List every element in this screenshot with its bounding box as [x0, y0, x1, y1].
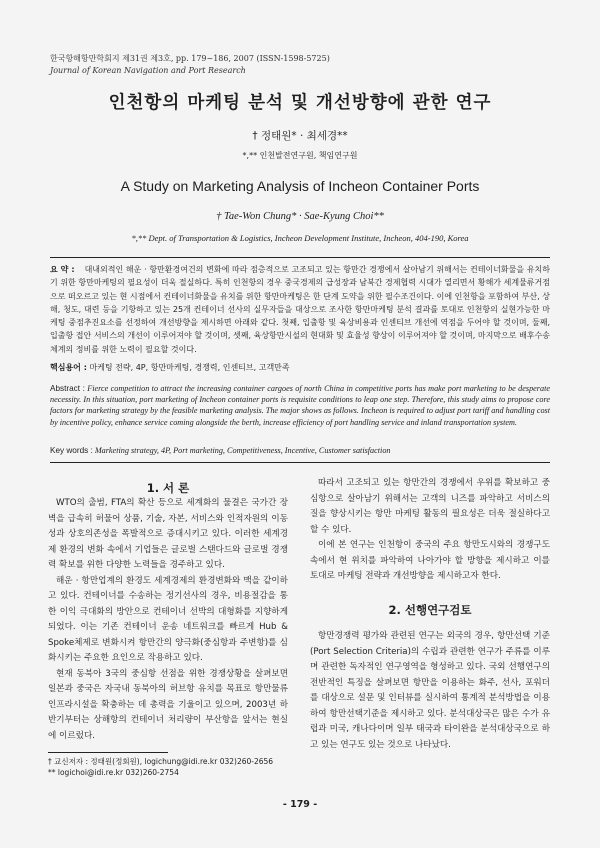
authors-en: † Tae-Won Chung* · Sae-Kyung Choi** — [216, 211, 384, 222]
paper-title-ko: 인천항의 마케팅 분석 및 개선방향에 관한 연구 — [108, 93, 492, 113]
paper-title-en: A Study on Marketing Analysis of Incheon Container Ports — [120, 178, 480, 194]
section-2-body — [310, 629, 550, 753]
abstract-en — [50, 383, 550, 428]
section-2-paragraph: 항만경쟁력 평가와 관련된 연구는 외국의 경우, 항만선택 기준(Port Selection Criteria)의 수립과 관련한 연구가 주류를 이루며 관련한 독자적인 연구영역을 형성하고 있다. 국외 선행연구의 전반적인 특징을 살펴보면 항만을 이용하는 화주, 선사, 포워더를 대상으로 설문 및 인터뷰를 실시하여 통계적 분석방법을 이용하여 항만선택기준을 제시하고 있다. 분석대상국은 많은 수가 유럽과 미국, 캐나다이며 일부 태국과 타이완을 분석대상국으로 하고 있는 연구도 있는 것으로 나타났다. — [310, 631, 550, 750]
affiliation-ko: *,** 인천발전연구원, 책임연구원 — [242, 151, 358, 160]
section-1-body — [48, 496, 288, 744]
section-1-paragraph: WTO의 출범, FTA의 확산 등으로 세계화의 물결은 국가간 장벽을 급속히 허물어 상품, 기술, 자본, 서비스와 인적자원의 이동성과 상호의존성을 폭발적으로 증대시키고 있다. 이러한 세계경제 환경의 변화 속에서 기업들은 글로벌 스탠다드와 글로벌 경쟁력 확보를 위한 다양한 노력들을 경주하고 있다. — [48, 498, 288, 570]
keywords-ko-text: 마케팅 전략, 4P, 항만마케팅, 경쟁력, 인센티브, 고객만족 — [89, 363, 290, 372]
keywords-en — [50, 446, 550, 455]
footnote-second-author: ** logichoi@idi.re.kr 032)260-2754 — [48, 768, 179, 777]
authors-ko: † 정태원* · 최세경** — [252, 130, 348, 142]
footnote-rule — [48, 752, 168, 753]
page-number: - 179 - — [282, 799, 318, 810]
right-column-paragraph: 따라서 고조되고 있는 항만간의 경쟁에서 우위를 확보하고 중심항으로 살아남기 위해서는 고객의 니즈를 파악하고 서비스의 질을 향상시키는 항만 마케팅 활동의 필요성은 더욱 절실하다고 할 수 있다. — [310, 478, 550, 535]
keywords-en-label: Key words : — [50, 446, 93, 455]
abstract-en-text: Fierce competition to attract the increasing container cargoes of north China in competitive ports has make port marketing to be desperate necessity. In this situation, port marketing of Incheon container ports is requisite conditions to leap one step. Therefore, this study aims to propose core factors for marketing strategy by the feasible marketing analysis. The major shows as follows. Incheon is required to adjust port tariff and handling cost by incentive policy, enhance service coming alongside the berth, increase efficiency of port handling service and inland transportation system. — [50, 384, 550, 427]
abstract-bottom-rule — [50, 462, 550, 463]
footnotes — [48, 756, 273, 778]
footnote-corresponding-author: † 교신저자 : 정태원(정회원), logichung@idi.re.kr 032)260-2656 — [48, 757, 274, 766]
right-column-paragraph: 이에 본 연구는 인천항이 중국의 주요 항만도시와의 경쟁구도 속에서 현 위치를 파악하여 나아가야 할 방향을 제시하고 이를 토대로 마케팅 전략과 개선방향을 제시하고자 한다. — [310, 540, 550, 581]
journal-name-en: Journal of Korean Navigation and Port Research — [50, 66, 246, 75]
abstract-ko — [50, 263, 550, 356]
keywords-ko-label: 핵심용어 : — [50, 363, 87, 372]
section-2-title: 2. 선행연구검토 — [388, 603, 472, 617]
right-column-intro — [310, 476, 550, 585]
top-rule — [50, 257, 550, 258]
journal-citation-ko: 한국항해항만학회지 제31권 제3호, pp. 179~186, 2007 (ISSN-1598-5725) — [50, 54, 330, 63]
affiliation-en: *,** Dept. of Transportation & Logistics, Incheon Development Institute, Incheon, 404-190, Korea — [131, 233, 469, 243]
section-1-title: 1. 서 론 — [146, 481, 190, 495]
keywords-en-text: Marketing strategy, 4P, Port marketing, Competitiveness, Incentive, Customer satisfaction — [94, 446, 391, 455]
abstract-en-label: Abstract : — [50, 384, 85, 393]
journal-header — [50, 53, 330, 77]
keywords-ko — [50, 362, 550, 373]
section-1-paragraph: 현재 동북아 3국의 중심항 선점을 위한 경쟁상황을 살펴보면 일본과 중국은 자국내 동북아의 허브항 유치를 목표로 항만물류 인프라시설을 확충하는 데 총력을 기울이고 있으며, 2003년 하반기부터는 상해항의 컨테이너 처리량이 부산항을 앞서는 현실에 이르렀다. — [48, 668, 288, 741]
section-1-paragraph: 해운 · 항만업계의 환경도 세계경제의 환경변화와 맥을 같이하고 있다. 컨테이너를 수송하는 정기선사의 경우, 비용절감을 통한 이익 극대화의 방안으로 컨테이너 선박의 대형화를 지향하게 되었다. 이는 기존 컨테이너 운송 네트워크를 빠르게 Hub & Spoke체제로 변화시켜 항만간의 양극화(중심항과 주변항)를 심화시키는 주요한 요인으로 작용하고 있다. — [48, 575, 288, 663]
abstract-ko-label: 요 약 : — [50, 265, 75, 274]
abstract-ko-text: 대내외적인 해운 · 항만환경여건의 변화에 따라 점층적으로 고조되고 있는 항만간 경쟁에서 살아남기 위해서는 컨테이너화물을 유치하기 위한 항만마케팅의 필요성이 더욱 절실하다. 특히 인천항의 경우 중국경제의 급성장과 남북간 경제협력 시대가 열리면서 황해가 세계물류거점으로 떠오르고 있는 현 시점에서 컨테이너화물을 유치를 위한 항만마케팅은 한 단계 도약을 위한 필수조건이다. 이에 인천항을 포함하여 부산, 상해, 청도, 대련 등을 기항하고 있는 25개 컨테이너 선사의 실무자들을 대상으로 조사한 항만마케팅 분석 결과를 토대로 인천항의 실현가능한 마케팅 중점추진요소를 선정하여 개선방향을 제시하면 아래와 같다. 첫째, 입출항 및 육상비용과 인센티브 개선에 역점을 두어야 할 것이며, 둘째, 입출항 접안 서비스의 개선이 이루어져야 할 것이며, 셋째, 육상항만시설의 현대화 및 효율성 향상이 이루어져야 할 것이며, 마지막으로 배후수송체계의 정비를 위한 노력이 필요할 것이다. — [50, 265, 550, 354]
